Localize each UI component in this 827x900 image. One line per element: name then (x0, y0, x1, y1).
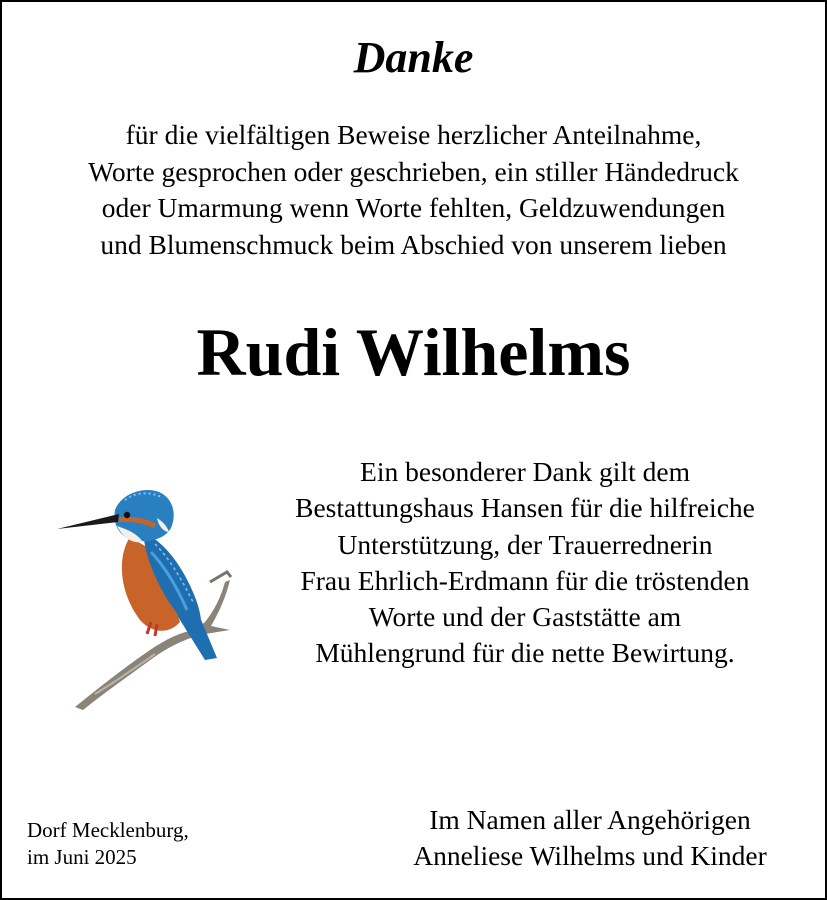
intro-line: Worte gesprochen oder geschrieben, ein stiller Händedruck (88, 155, 739, 187)
signature-line: Anneliese Wilhelms und Kinder (413, 840, 767, 871)
intro-text (0, 117, 827, 263)
thanks-line: Ein besonderer Dank gilt dem (360, 456, 690, 487)
signature-block (370, 802, 810, 874)
special-thanks-text (250, 454, 800, 672)
place-line: Dorf Mecklenburg, (27, 818, 189, 842)
signature-line: Im Namen aller Angehörigen (429, 804, 751, 835)
notice-title: Danke (353, 33, 474, 82)
intro-line: oder Umarmung wenn Worte fehlten, Geldzuwendungen (101, 192, 726, 223)
deceased-name: Rudi Wilhelms (196, 314, 631, 390)
place-date (27, 817, 189, 871)
kingfisher-icon (55, 482, 240, 712)
intro-line: für die vielfältigen Beweise herzlicher Anteilnahme, (125, 119, 702, 150)
date-line: im Juni 2025 (27, 845, 137, 869)
thanks-line: Frau Ehrlich-Erdmann für die tröstenden (300, 564, 750, 596)
thanks-line: Bestattungshaus Hansen für die hilfreiche (295, 492, 755, 524)
thanks-line: Worte und der Gaststätte am (368, 601, 682, 633)
intro-line: und Blumenschmuck beim Abschied von unserem lieben (100, 228, 727, 260)
thanks-line: Mühlengrund für die nette Bewirtung. (315, 637, 735, 669)
thanks-line: Unterstützung, der Trauerrednerin (337, 528, 713, 560)
